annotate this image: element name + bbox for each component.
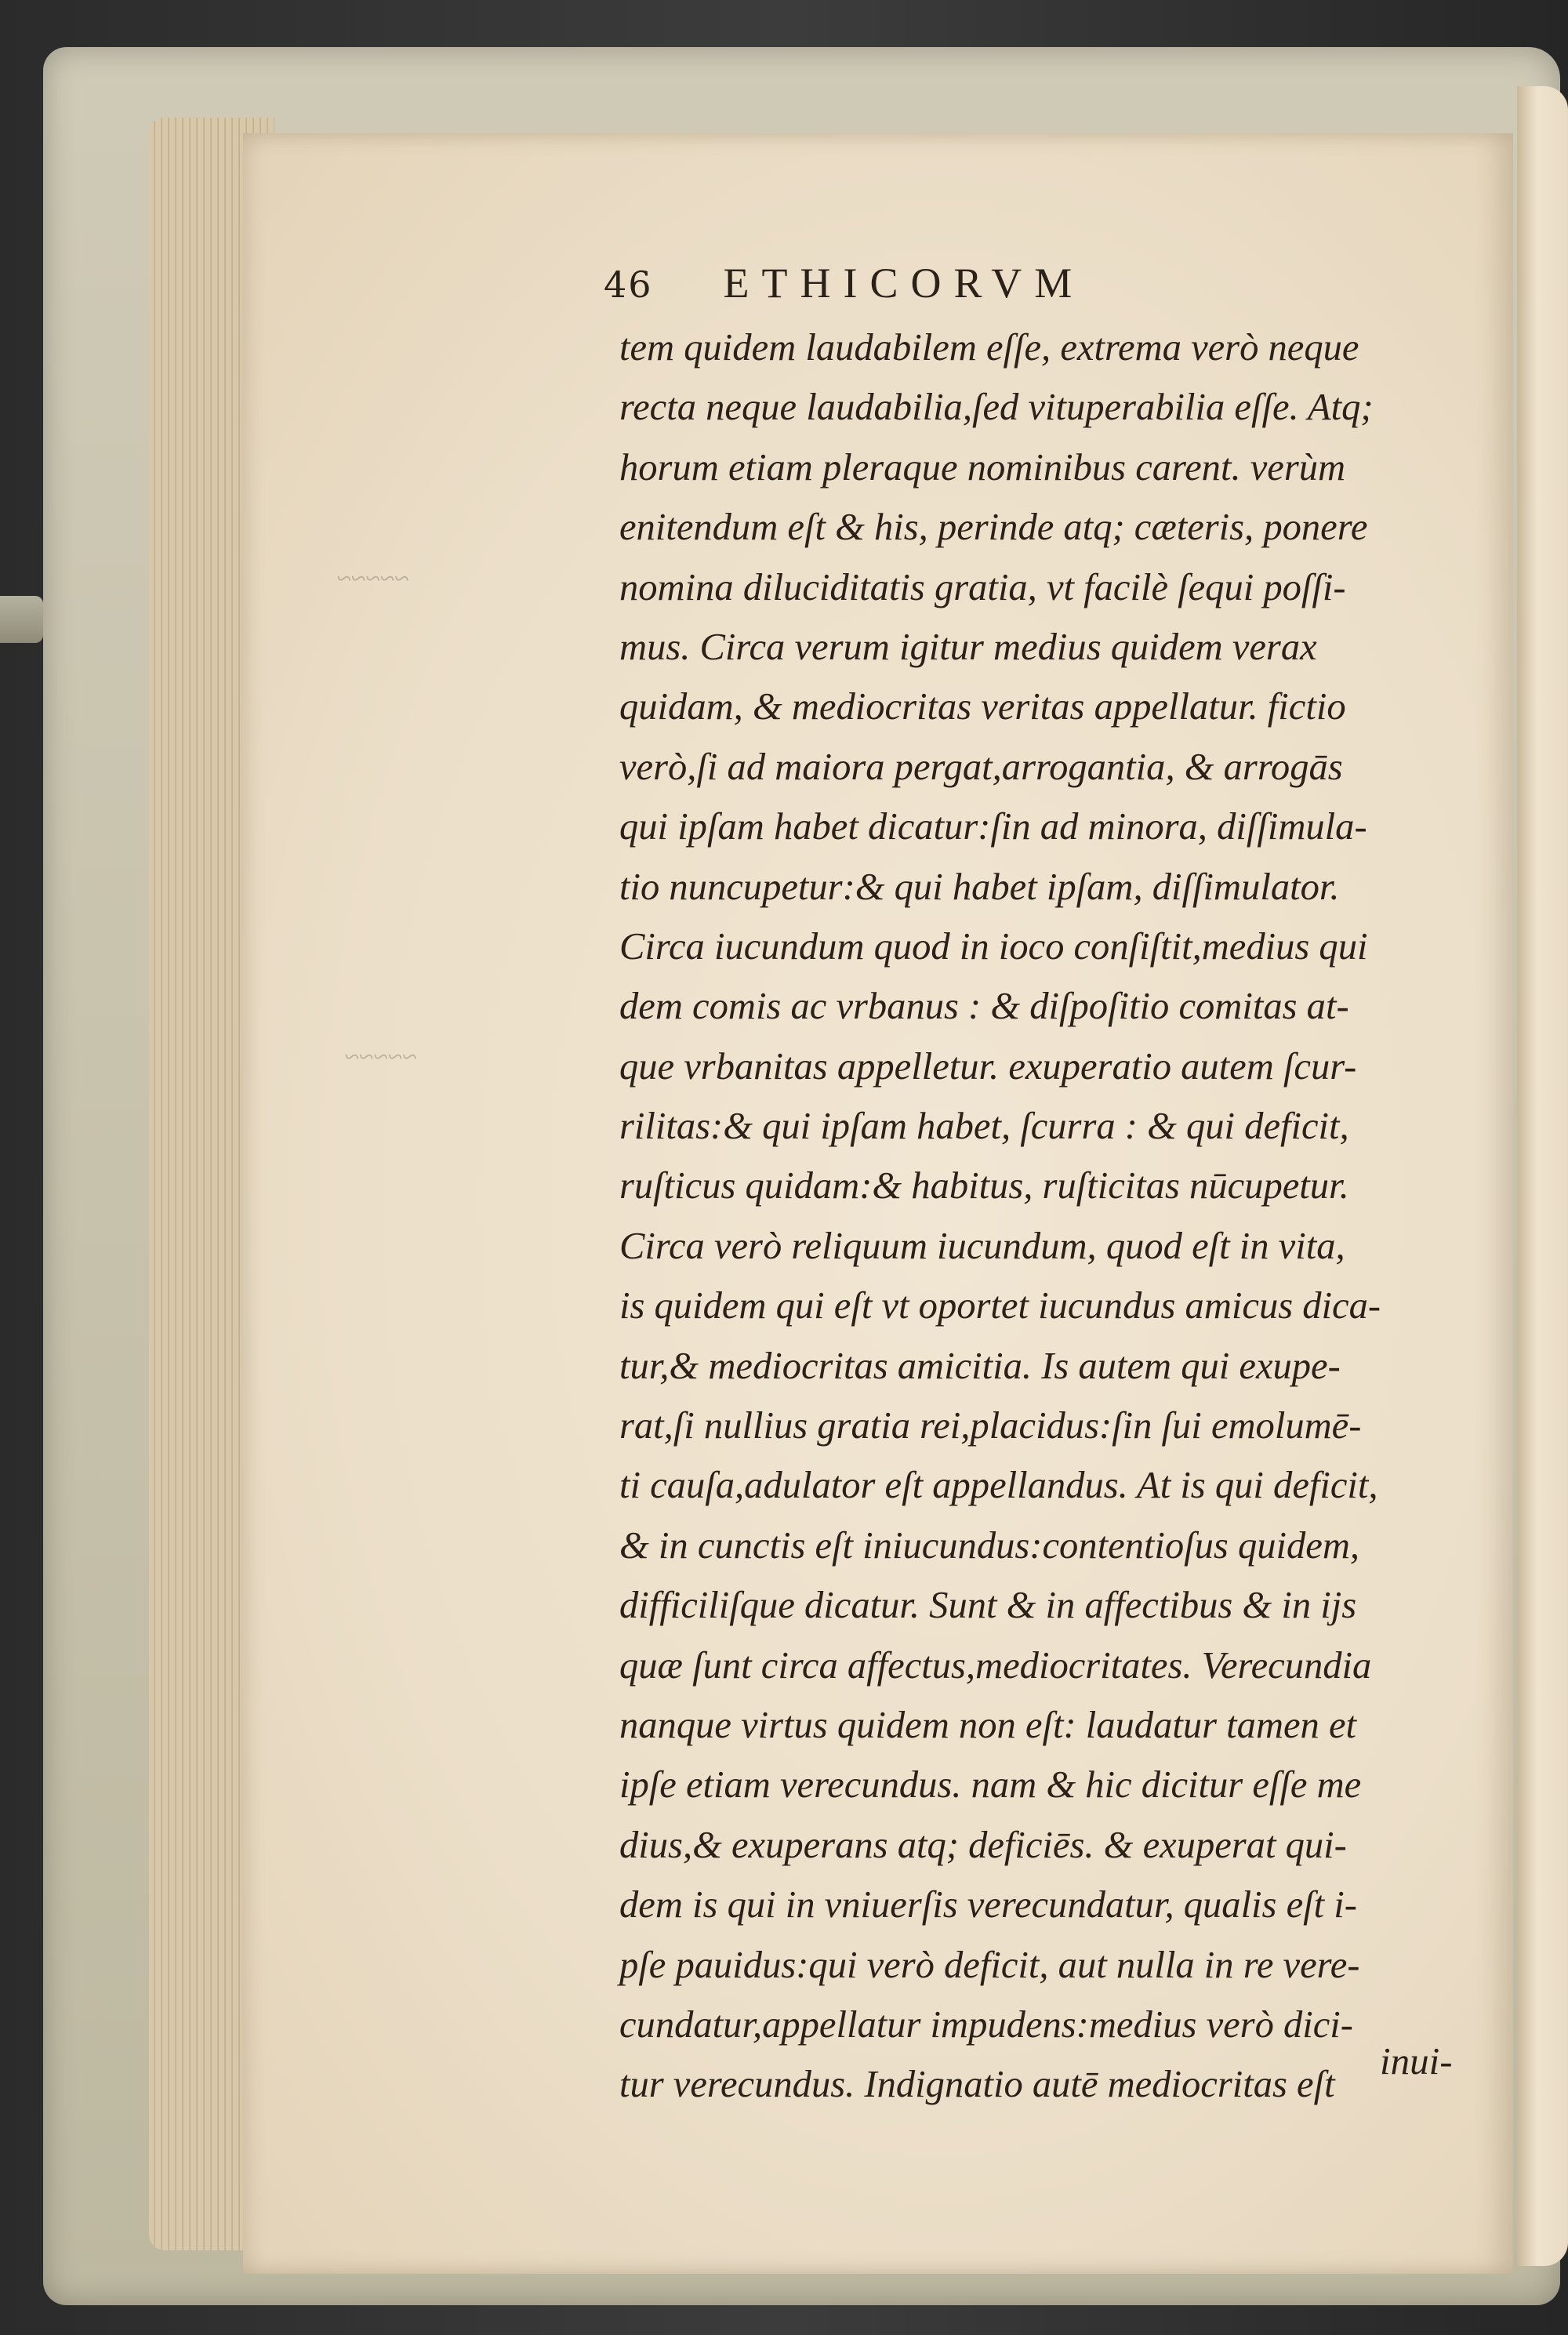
text-line: quæ ſunt circa affectus,mediocritates. Verecundia bbox=[619, 1643, 1372, 1687]
text-line: Circa verò reliquum iucundum, quod eſt in vita, bbox=[619, 1223, 1345, 1267]
text-line: ipſe etiam verecundus. nam & hic dicitur eſſe me bbox=[619, 1763, 1362, 1807]
running-head: ETHICORVM bbox=[723, 260, 1085, 307]
text-line: rat,ſi nullius gratia rei,placidus:ſin ſui emolumē- bbox=[619, 1404, 1362, 1447]
page-header bbox=[604, 259, 1309, 321]
show-through-mark: ~~~~~ bbox=[337, 565, 409, 594]
text-line: tur,& mediocritas amicitia. Is autem qui exupe- bbox=[619, 1343, 1341, 1387]
facing-page-edge bbox=[1517, 86, 1568, 2266]
text-line: is quidem qui eſt vt oportet iucundus amicus dica- bbox=[619, 1284, 1381, 1327]
text-line: que vrbanitas appelletur. exuperatio autem ſcur- bbox=[619, 1044, 1357, 1088]
text-line: tem quidem laudabilem eſſe, extrema verò neque bbox=[619, 325, 1359, 369]
text-line: & in cunctis eſt iniucundus:contentioſus quidem, bbox=[619, 1523, 1360, 1567]
text-line: horum etiam pleraque nominibus carent. verùm bbox=[619, 445, 1346, 488]
catchword: inui- bbox=[1380, 2039, 1453, 2083]
text-line: dem is qui in vniuerſis verecundatur, qualis eſt i- bbox=[619, 1883, 1357, 1926]
body-text bbox=[619, 318, 1490, 2115]
text-line: verò,ſi ad maiora pergat,arrogantia, & arrogās bbox=[619, 744, 1343, 788]
binding-tie bbox=[0, 596, 43, 643]
text-line: difficiliſque dicatur. Sunt & in affectibus & in ijs bbox=[619, 1583, 1357, 1627]
text-line: enitendum eſt & his, perinde atq; cæteris, ponere bbox=[619, 505, 1368, 549]
text-line: cundatur,appellatur impudens:medius verò dici- bbox=[619, 2002, 1353, 2046]
text-line: dem comis ac vrbanus : & diſpoſitio comitas at- bbox=[619, 984, 1349, 1028]
text-line: rilitas:& qui ipſam habet, ſcurra : & qui deficit, bbox=[619, 1104, 1349, 1148]
text-line: nomina diluciditatis gratia, vt facilè ſequi poſſi- bbox=[619, 565, 1346, 608]
text-line: tur verecundus. Indignatio autē mediocritas eſt bbox=[619, 2062, 1335, 2106]
text-line: recta neque laudabilia,ſed vituperabilia eſſe. Atq; bbox=[619, 385, 1374, 429]
text-line: quidam, & mediocritas veritas appellatur. fictio bbox=[619, 685, 1346, 728]
page-number: 46 bbox=[604, 263, 653, 306]
text-line: ti cauſa,adulator eſt appellandus. At is qui deficit, bbox=[619, 1463, 1378, 1507]
text-line: dius,& exuperans atq; deficiēs. & exuperat qui- bbox=[619, 1822, 1347, 1866]
text-line: nanque virtus quidem non eſt: laudatur tamen et bbox=[619, 1702, 1357, 1746]
text-line: ruſticus quidam:& habitus, ruſticitas nūcupetur. bbox=[619, 1164, 1349, 1207]
show-through-mark: ~~~~~ bbox=[345, 1043, 417, 1072]
text-line: tio nuncupetur:& qui habet ipſam, diſſimulator. bbox=[619, 864, 1340, 908]
text-line: mus. Circa verum igitur medius quidem verax bbox=[619, 624, 1317, 668]
text-line: pſe pauidus:qui verò deficit, aut nulla in re vere- bbox=[619, 1942, 1360, 1986]
text-line: Circa iucundum quod in ioco conſiſtit,medius qui bbox=[619, 924, 1368, 968]
text-line: qui ipſam habet dicatur:ſin ad minora, diſſimula- bbox=[619, 804, 1367, 848]
